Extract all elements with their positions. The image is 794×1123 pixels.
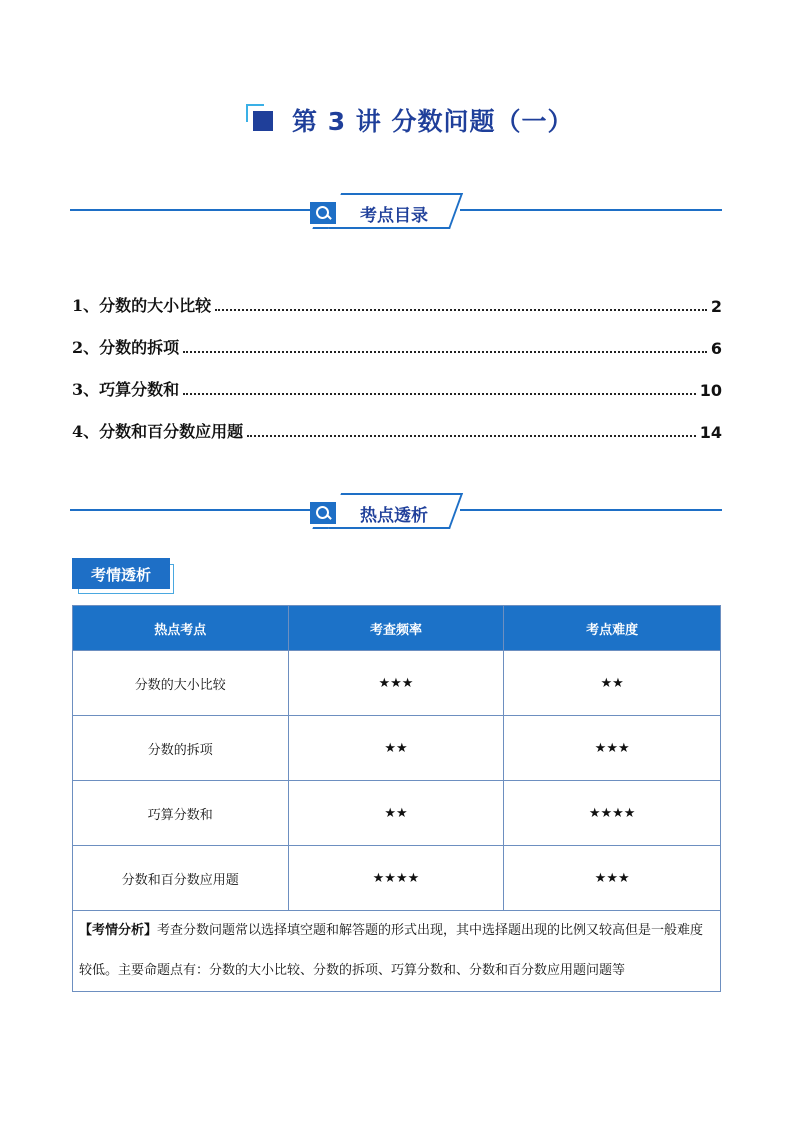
- table-cell: 巧算分数和: [73, 781, 289, 846]
- toc-item-page: 2: [710, 297, 722, 316]
- column-header: 考点难度: [504, 606, 721, 651]
- table-cell: ★★★★: [504, 781, 721, 846]
- table-cell: ★★★: [504, 716, 721, 781]
- search-icon: [310, 502, 336, 524]
- column-header: 热点考点: [73, 606, 289, 651]
- table-cell: 分数和百分数应用题: [73, 846, 289, 911]
- note-text: 考查分数问题常以选择填空题和解答题的形式出现，其中选择题出现的比例又较高但是一般难度较低。主要命题点有：分数的大小比较、分数的拆项、巧算分数和、分数和百分数应用题问题等: [79, 923, 704, 978]
- table-cell: ★★★: [504, 846, 721, 911]
- table-row: [73, 846, 721, 911]
- table-note-row: [73, 911, 721, 992]
- note-label: 【考情分析】: [79, 923, 158, 938]
- section-title: 热点透析: [360, 506, 428, 526]
- toc-item-label: 4、分数和百分数应用题: [72, 422, 244, 441]
- hotspot-table: [72, 605, 721, 992]
- toc-item[interactable]: [72, 334, 722, 358]
- leader-dots: [247, 435, 696, 437]
- table-cell: ★★: [504, 651, 721, 716]
- toc-item-page: 14: [699, 423, 722, 442]
- section-header-toc: [70, 193, 722, 237]
- leader-dots: [183, 393, 696, 395]
- section-title: 考点目录: [360, 206, 428, 226]
- table-cell: ★★: [288, 716, 504, 781]
- table-cell: 分数的大小比较: [73, 651, 289, 716]
- analysis-tag-label: 考情透析: [90, 566, 151, 584]
- toc-item[interactable]: [72, 376, 722, 400]
- table-cell: 分数的拆项: [73, 716, 289, 781]
- leader-dots: [183, 351, 707, 353]
- search-icon: [310, 202, 336, 224]
- table-cell: ★★: [288, 781, 504, 846]
- table-cell: ★★★★: [288, 846, 504, 911]
- toc-item-label: 3、巧算分数和: [72, 380, 180, 399]
- leader-dots: [215, 309, 707, 311]
- toc-item-label: 2、分数的拆项: [72, 338, 180, 357]
- table-row: [73, 781, 721, 846]
- toc-item-page: 6: [710, 339, 722, 358]
- page-title-block: [0, 100, 794, 140]
- toc-item[interactable]: [72, 418, 722, 442]
- table-header-row: [73, 606, 721, 651]
- table-row: [73, 651, 721, 716]
- analysis-tag: [72, 558, 174, 594]
- toc-item[interactable]: [72, 292, 722, 316]
- table-row: [73, 716, 721, 781]
- analysis-note: [73, 911, 721, 992]
- column-header: 考查频率: [288, 606, 504, 651]
- page-title: 第 3 讲 分数问题（一）: [292, 107, 574, 136]
- table-cell: ★★★: [288, 651, 504, 716]
- toc-item-label: 1、分数的大小比较: [72, 296, 212, 315]
- toc-item-page: 10: [699, 381, 722, 400]
- section-header-hot: [70, 493, 722, 537]
- square-bullet-icon: [246, 104, 274, 132]
